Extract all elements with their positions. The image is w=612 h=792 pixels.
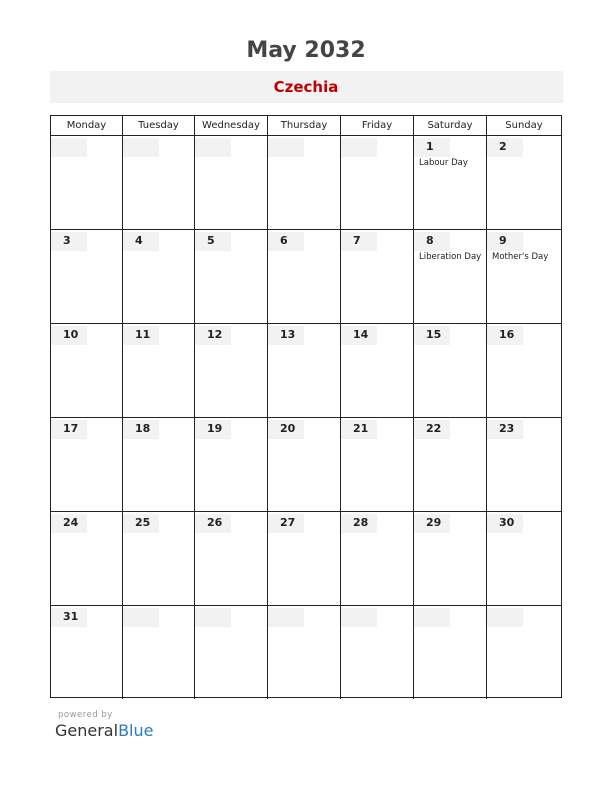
date-box [51, 138, 87, 157]
day-cell [414, 324, 487, 417]
week-row [51, 418, 561, 512]
weekday-tuesday: Tuesday [123, 116, 195, 136]
date-number: 27 [280, 516, 296, 529]
day-cell [268, 324, 341, 417]
day-cell [414, 512, 487, 605]
weekday-friday: Friday [341, 116, 414, 136]
date-number: 7 [353, 234, 361, 247]
date-number: 16 [499, 328, 515, 341]
date-box [268, 138, 304, 157]
brand-general: General [55, 721, 119, 740]
date-box [195, 138, 231, 157]
date-number: 11 [135, 328, 151, 341]
date-box [341, 138, 377, 157]
day-cell [123, 324, 195, 417]
day-cell [341, 606, 414, 699]
holiday-label: Mother's Day [492, 252, 549, 262]
date-number: 22 [426, 422, 442, 435]
week-row [51, 512, 561, 606]
date-number: 17 [63, 422, 79, 435]
day-cell [341, 230, 414, 323]
date-number: 9 [499, 234, 507, 247]
date-box [123, 608, 159, 627]
week-row [51, 606, 561, 699]
date-number: 26 [207, 516, 223, 529]
powered-by-text: powered by [58, 710, 113, 720]
day-cell [123, 230, 195, 323]
date-number: 20 [280, 422, 296, 435]
date-number: 23 [499, 422, 515, 435]
date-box [414, 608, 450, 627]
weekday-thursday: Thursday [268, 116, 341, 136]
date-number: 12 [207, 328, 223, 341]
date-number: 19 [207, 422, 223, 435]
date-number: 30 [499, 516, 515, 529]
day-cell [123, 418, 195, 511]
day-cell [195, 606, 268, 699]
date-number: 15 [426, 328, 442, 341]
day-cell [51, 230, 123, 323]
day-cell [51, 324, 123, 417]
day-cell [123, 606, 195, 699]
day-cell [487, 512, 561, 605]
brand-blue: Blue [118, 721, 154, 740]
day-cell [341, 136, 414, 229]
day-cell [195, 324, 268, 417]
holiday-label: Liberation Day [419, 252, 482, 262]
day-cell [414, 136, 487, 229]
week-row [51, 324, 561, 418]
date-number: 31 [63, 610, 79, 623]
page-title: May 2032 [246, 38, 366, 63]
weekday-sunday: Sunday [505, 120, 543, 131]
date-box [123, 138, 159, 157]
date-box [341, 608, 377, 627]
country-name: Czechia [273, 78, 339, 96]
day-cell [195, 418, 268, 511]
weekday-wednesday: Wednesday [195, 116, 268, 136]
day-cell [268, 512, 341, 605]
date-number: 3 [63, 234, 71, 247]
date-number: 6 [280, 234, 288, 247]
date-box [268, 608, 304, 627]
day-cell [487, 418, 561, 511]
date-number: 21 [353, 422, 369, 435]
day-cell [414, 606, 487, 699]
weekday-header-row [51, 116, 561, 136]
day-cell [195, 136, 268, 229]
day-cell [487, 136, 561, 229]
day-cell [268, 136, 341, 229]
day-cell [341, 418, 414, 511]
week-row [51, 136, 561, 230]
date-number: 8 [426, 234, 434, 247]
day-cell [123, 512, 195, 605]
day-cell [51, 136, 123, 229]
day-cell [487, 324, 561, 417]
date-number: 25 [135, 516, 151, 529]
date-number: 10 [63, 328, 79, 341]
month-calendar [50, 115, 562, 698]
day-cell [268, 230, 341, 323]
day-cell [341, 512, 414, 605]
day-cell [195, 512, 268, 605]
date-number: 28 [353, 516, 369, 529]
date-number: 4 [135, 234, 143, 247]
day-cell [123, 136, 195, 229]
day-cell [268, 606, 341, 699]
day-cell [487, 606, 561, 699]
date-number: 18 [135, 422, 151, 435]
week-row [51, 230, 561, 324]
date-box [487, 608, 523, 627]
weekday-saturday: Saturday [414, 116, 487, 136]
date-number: 29 [426, 516, 442, 529]
day-cell [341, 324, 414, 417]
day-cell [51, 606, 123, 699]
holiday-label: Labour Day [419, 158, 468, 168]
date-number: 1 [426, 140, 434, 153]
date-number: 13 [280, 328, 296, 341]
day-cell [414, 418, 487, 511]
day-cell [487, 230, 561, 323]
date-box [195, 608, 231, 627]
day-cell [268, 418, 341, 511]
day-cell [51, 512, 123, 605]
day-cell [195, 230, 268, 323]
day-cell [51, 418, 123, 511]
date-number: 14 [353, 328, 369, 341]
date-number: 24 [63, 516, 79, 529]
weekday-monday: Monday [51, 116, 123, 136]
day-cell [414, 230, 487, 323]
date-number: 2 [499, 140, 507, 153]
generalblue-logo[interactable] [55, 721, 153, 740]
date-number: 5 [207, 234, 215, 247]
